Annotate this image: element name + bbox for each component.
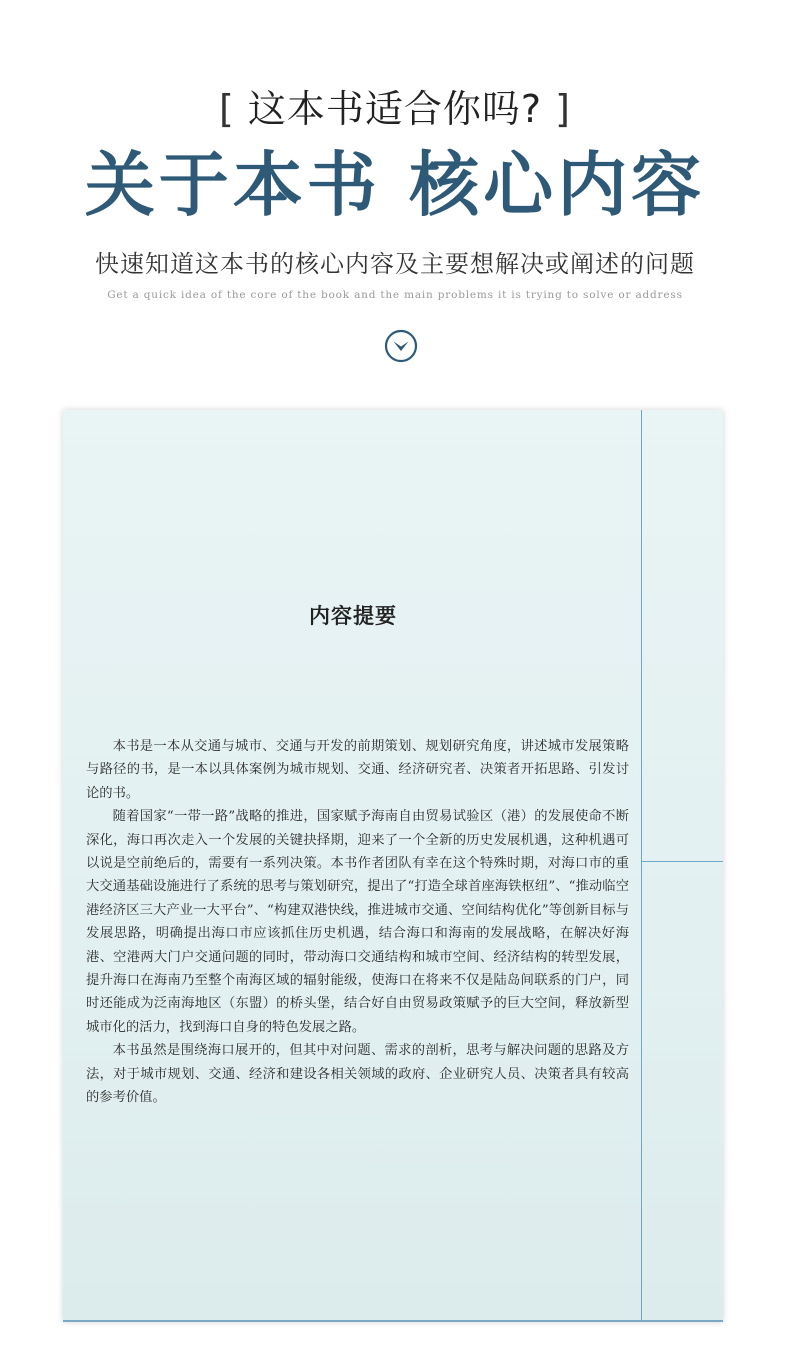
book-page (63, 410, 723, 1322)
chevron-down-circle-icon (384, 329, 418, 363)
subtitle-chinese: 快速知道这本书的核心内容及主要想解决或阐述的问题 (95, 250, 695, 278)
bracket-left: [ (218, 87, 235, 131)
subtitle-english: Get a quick idea of the core of the book and the main problems it is trying to solve or address (107, 289, 683, 301)
page-body (86, 735, 629, 1110)
paragraph-2: 随着国家“一带一路”战略的推进，国家赋予海南自由贸易试验区（港）的发展使命不断深化，海口再次走入一个发展的关键抉择期，迎来了一个全新的历史发展机遇，这种机遇可以说是空前绝后的，需要有一系列决策。本书作者团队有幸在这个特殊时期，对海口市的重大交通基础设施进行了系统的思考与策划研究，提出了“打造全球首座海铁枢纽”、“推动临空港经济区三大产业一大平台”、“构建双港快线，推进城市交通、空间结构优化”等创新目标与发展思路，明确提出海口市应该抓住历史机遇，结合海口和海南的发展战略，在解决好海港、空港两大门户交通问题的同时，带动海口交通结构和城市空间、经济结构的转型发展，提升海口在海南乃至整个南海区域的辐射能级，使海口在将来不仅是陆岛间联系的门户，同时还能成为泛南海地区（东盟）的桥头堡，结合好自由贸易政策赋予的巨大空间，释放新型城市化的活力，找到海口自身的特色发展之路。 (86, 809, 629, 1035)
page-margin-vertical-line (641, 410, 642, 1322)
paragraph-1: 本书是一本从交通与城市、交通与开发的前期策划、规划研究角度，讲述城市发展策略与路径的书，是一本以具体案例为城市规划、交通、经济研究者、决策者开拓思路、引发讨论的书。 (86, 739, 629, 801)
header-tag-text: 这本书适合你吗? (247, 87, 543, 131)
page-margin-horizontal-line (641, 861, 723, 862)
page-bottom-edge (63, 1320, 723, 1322)
bracket-right: ] (555, 87, 571, 131)
page-heading: 内容提要 (309, 603, 397, 628)
paragraph-3: 本书虽然是围绕海口展开的，但其中对问题、需求的剖析，思考与解决问题的思路及方法，对于城市规划、交通、经济和建设各相关领域的政府、企业研究人员、决策者具有较高的参考价值。 (86, 1043, 629, 1106)
main-title: 关于本书 核心内容 (84, 143, 706, 226)
header-tag (0, 78, 790, 133)
